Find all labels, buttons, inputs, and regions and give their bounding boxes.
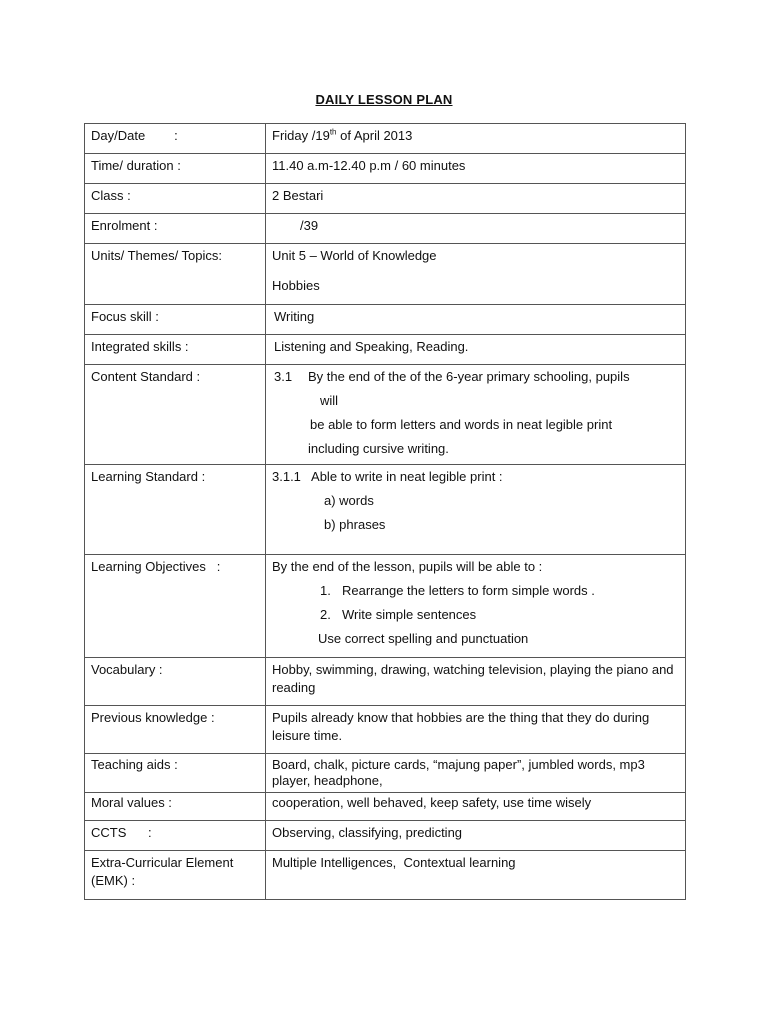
row-units: [85, 244, 686, 305]
label-ccts: CCTS :: [85, 821, 266, 851]
date-ordinal: th: [329, 127, 337, 137]
value-integrated-skills: [266, 335, 686, 365]
content-standard-line-2: will: [320, 393, 339, 408]
label-previous-knowledge: Previous knowledge :: [85, 706, 266, 754]
row-learning-standard: [85, 465, 686, 555]
label-time: Time/ duration :: [85, 154, 266, 184]
units-unit: Unit 5 – World of Knowledge: [272, 248, 437, 263]
label-day-date: Day/Date :: [85, 124, 266, 154]
learning-standard-words: a) words: [324, 493, 374, 508]
row-ccts: [85, 821, 686, 851]
label-integrated-skills: Integrated skills :: [85, 335, 266, 365]
content-standard-line-1: By the end of the of the 6-year primary schooling, pupils: [308, 369, 630, 384]
label-enrolment: Enrolment :: [85, 214, 266, 244]
label-learning-objectives: Learning Objectives :: [85, 555, 266, 658]
objectives-extra: Use correct spelling and punctuation: [318, 631, 529, 646]
document-title: DAILY LESSON PLAN: [315, 92, 453, 107]
row-emk: [85, 851, 686, 900]
value-units: [266, 244, 686, 305]
row-previous-knowledge: [85, 706, 686, 754]
lesson-plan-table: [84, 123, 686, 900]
label-teaching-aids: Teaching aids :: [85, 754, 266, 793]
units-topic: Hobbies: [272, 278, 320, 293]
row-enrolment: [85, 214, 686, 244]
date-text: Friday /19: [272, 128, 330, 143]
objective-number-1: 1.: [320, 583, 331, 598]
integrated-skills-text: Listening and Speaking, Reading.: [274, 339, 469, 354]
value-emk: Multiple Intelligences, Contextual learning: [266, 851, 686, 900]
value-content-standard: [266, 365, 686, 465]
value-day-date: [266, 124, 686, 154]
row-learning-objectives: [85, 555, 686, 658]
value-enrolment: [266, 214, 686, 244]
row-teaching-aids: [85, 754, 686, 793]
content-standard-line-4: including cursive writing.: [308, 441, 449, 456]
date-month-year: of April 2013: [336, 128, 413, 143]
learning-standard-phrases: b) phrases: [324, 517, 386, 532]
value-learning-standard: [266, 465, 686, 555]
value-ccts: Observing, classifying, predicting: [266, 821, 686, 851]
enrolment-count: /39: [300, 218, 319, 233]
row-focus-skill: [85, 305, 686, 335]
row-integrated-skills: [85, 335, 686, 365]
content-standard-line-3: be able to form letters and words in neat legible print: [310, 417, 613, 432]
value-teaching-aids: Board, chalk, picture cards, “majung paper”, jumbled words, mp3 player, headphone,: [266, 754, 686, 793]
value-focus-skill: [266, 305, 686, 335]
value-vocabulary: Hobby, swimming, drawing, watching television, playing the piano and reading: [266, 658, 686, 706]
label-moral-values: Moral values :: [85, 793, 266, 821]
focus-skill-text: Writing: [274, 309, 315, 324]
objective-text-1: Rearrange the letters to form simple words .: [342, 583, 595, 598]
label-learning-standard: Learning Standard :: [85, 465, 266, 555]
value-previous-knowledge: Pupils already know that hobbies are the thing that they do during leisure time.: [266, 706, 686, 754]
label-class: Class :: [85, 184, 266, 214]
row-vocabulary: [85, 658, 686, 706]
label-emk: Extra-Curricular Element (EMK) :: [85, 851, 266, 900]
objectives-intro: By the end of the lesson, pupils will be able to :: [272, 559, 543, 574]
label-units: Units/ Themes/ Topics:: [85, 244, 266, 305]
row-moral-values: [85, 793, 686, 821]
row-class: [85, 184, 686, 214]
row-day-date: [85, 124, 686, 154]
value-learning-objectives: [266, 555, 686, 658]
label-content-standard: Content Standard :: [85, 365, 266, 465]
learning-standard-line-1: 3.1.1 Able to write in neat legible print :: [272, 469, 503, 484]
value-moral-values: cooperation, well behaved, keep safety, use time wisely: [266, 793, 686, 821]
value-time: 11.40 a.m-12.40 p.m / 60 minutes: [266, 154, 686, 184]
objective-item-2: [272, 603, 679, 627]
objective-item-1: [272, 579, 679, 603]
row-content-standard: [85, 365, 686, 465]
content-standard-number: 3.1: [274, 369, 293, 384]
label-vocabulary: Vocabulary :: [85, 658, 266, 706]
label-focus-skill: Focus skill :: [85, 305, 266, 335]
value-class: 2 Bestari: [266, 184, 686, 214]
objective-number-2: 2.: [320, 607, 331, 622]
row-time: [85, 154, 686, 184]
objective-text-2: Write simple sentences: [342, 607, 477, 622]
